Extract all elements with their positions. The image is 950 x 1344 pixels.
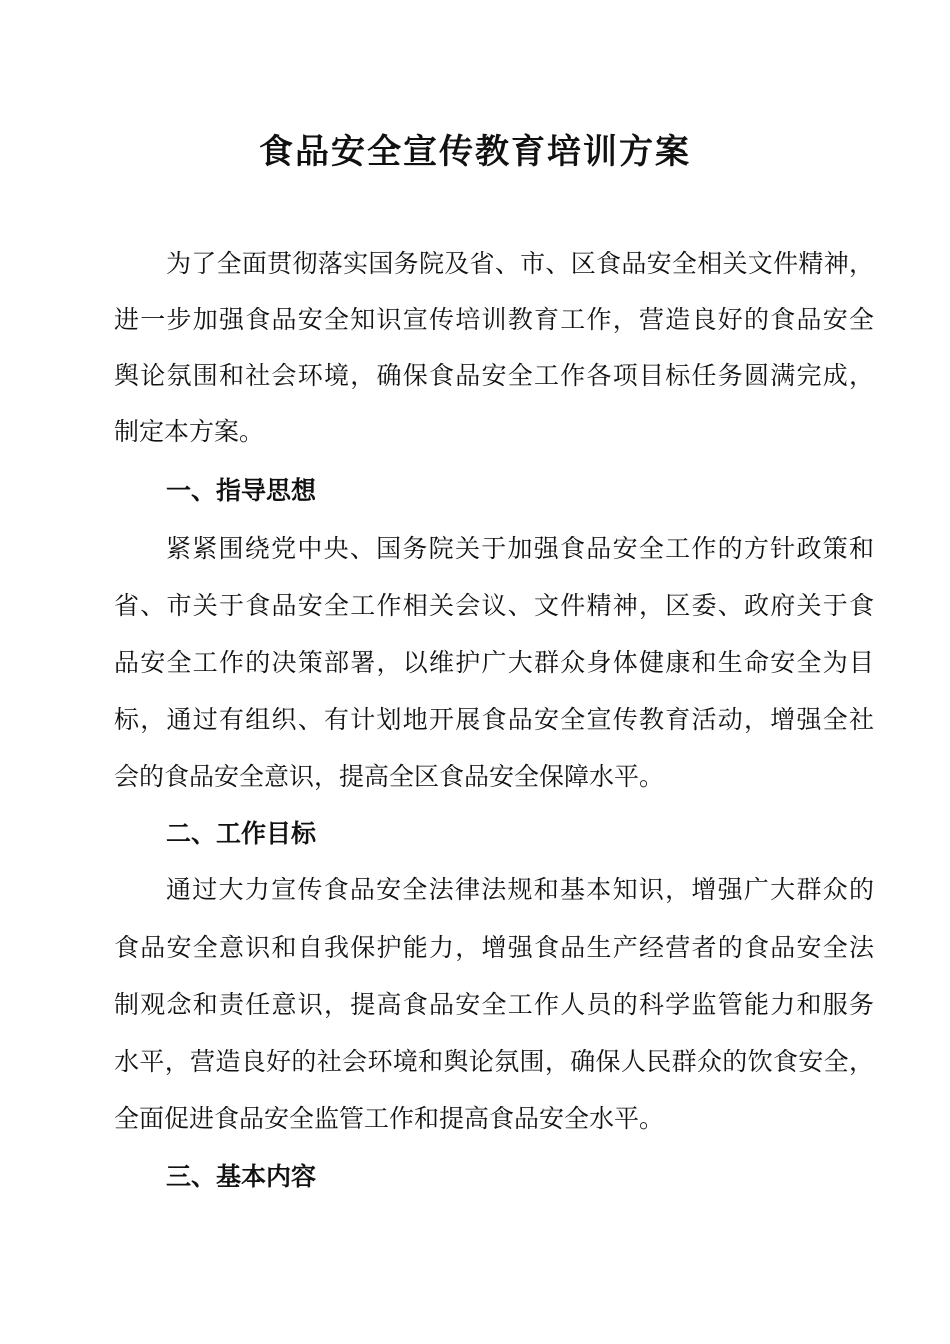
document-title: 食品安全宣传教育培训方案 [259,132,691,172]
section2-line-1: 通过大力宣传食品安全法律法规和基本知识，增强广大群众的 [166,875,874,904]
section-heading-guiding-ideology: 一、指导思想 [166,476,317,505]
section2-line-2: 食品安全意识和自我保护能力，增强食品生产经营者的食品安全法 [114,933,874,962]
intro-line-3: 舆论氛围和社会环境，确保食品安全工作各项目标任务圆满完成， [114,361,874,390]
section1-line-3: 品安全工作的决策部署，以维护广大群众身体健康和生命安全为目 [114,648,874,677]
section-heading-work-goals: 二、工作目标 [166,819,317,848]
section2-line-3: 制观念和责任意识，提高食品安全工作人员的科学监管能力和服务 [114,990,874,1019]
intro-line-4: 制定本方案。 [114,417,265,446]
section1-line-1: 紧紧围绕党中央、国务院关于加强食品安全工作的方针政策和 [166,534,874,563]
section1-line-4: 标，通过有组织、有计划地开展食品安全宣传教育活动，增强全社 [114,705,874,734]
intro-line-2: 进一步加强食品安全知识宣传培训教育工作，营造良好的食品安全 [114,305,874,334]
section-heading-basic-content: 三、基本内容 [166,1162,317,1191]
section2-line-5: 全面促进食品安全监管工作和提高食品安全水平。 [114,1104,665,1133]
section1-line-2: 省、市关于食品安全工作相关会议、文件精神，区委、政府关于食 [114,591,874,620]
intro-line-1: 为了全面贯彻落实国务院及省、市、区食品安全相关文件精神， [166,249,874,278]
section1-line-5: 会的食品安全意识，提高全区食品安全保障水平。 [114,762,665,791]
section2-line-4: 水平，营造良好的社会环境和舆论氛围，确保人民群众的饮食安全， [114,1047,874,1076]
